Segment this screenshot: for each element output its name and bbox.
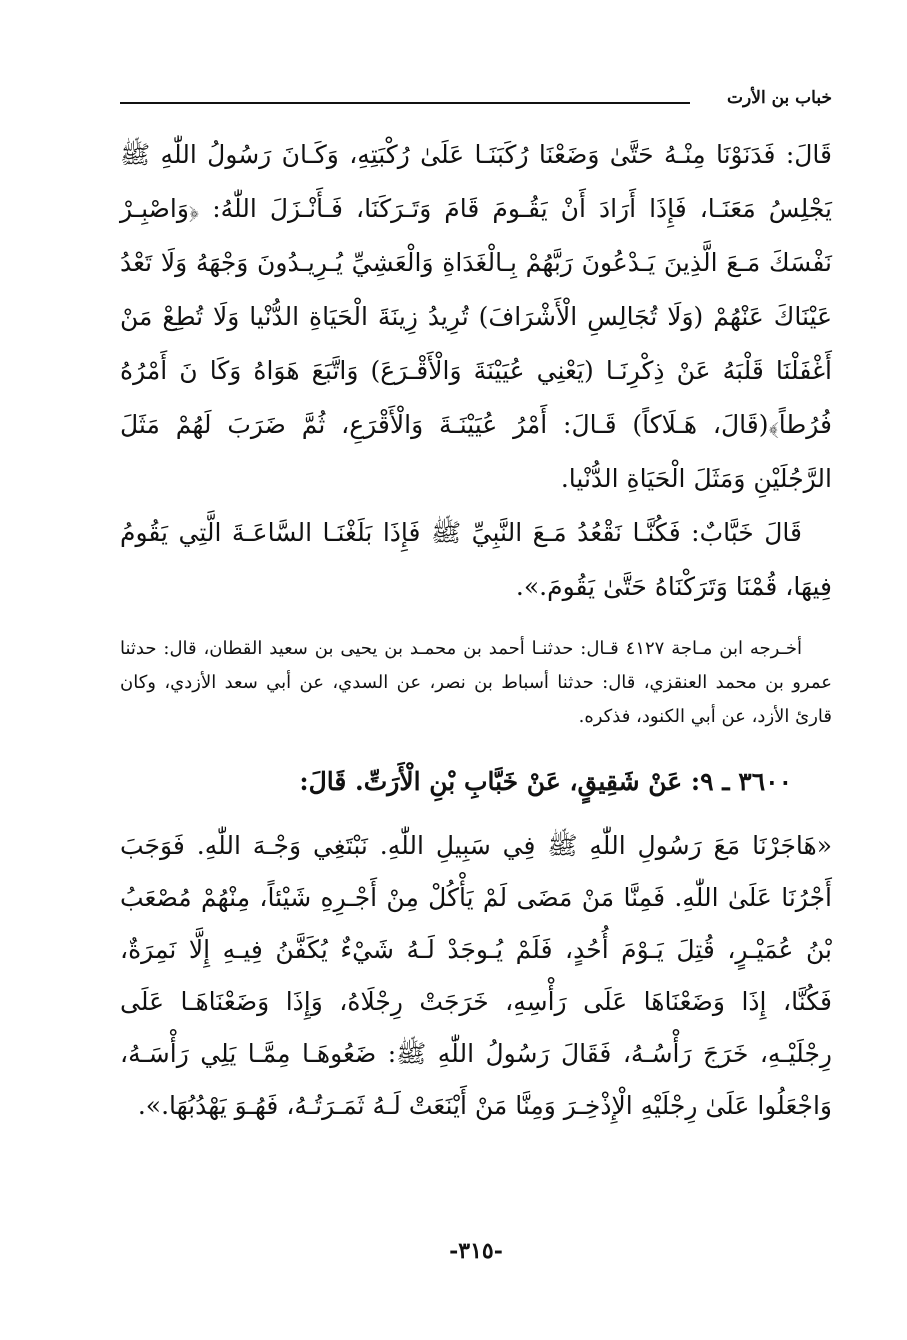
hadith-body: «هَاجَرْنَا مَعَ رَسُولِ اللّٰهِ ﷺ فِي سَبِيلِ اللّٰهِ. نَبْتَغِي وَجْـهَ اللّٰهِ. فَوَجَبَ أَجْرُنَا عَلَىٰ اللّٰهِ. فَمِنَّا مَنْ مَضَى لَمْ يَأْكُلْ مِنْ أَجْـرِهِ شَيْئاً، مِنْهُمْ مُصْعَبُ بْنُ عُمَيْـرٍ، قُتِلَ يَـوْمَ أُحُدٍ، فَلَمْ يُـوجَدْ لَـهُ شَيْءٌ يُكَفَّنُ فِيـهِ إِلَّا نَمِرَةٌ، فَكُنَّا، إِذَا وَضَعْنَاهَا عَلَى رَأْسِهِ، خَرَجَتْ رِجْلَاهُ، وَإِذَا وَضَعْنَاهَـا عَلَى رِجْلَيْـهِ، خَرَجَ رَأْسُـهُ، فَقَالَ رَسُولُ اللّٰهِ ﷺ: ضَعُوهَـا مِمَّـا يَلِي رَأْسَـهُ، وَاجْعَلُوا عَلَىٰ رِجْلَيْهِ الْإِذْخِـرَ وَمِنَّا مَنْ أَيْنَعَتْ لَـهُ ثَمَـرَتُـهُ، فَهُـوَ يَهْدُبُهَا.». [120, 831, 832, 1120]
page-number: -٣١٥- [449, 1238, 503, 1264]
continuation-text [120, 128, 832, 614]
continuation-paragraph-1: قَالَ: فَدَنَوْنَا مِنْـهُ حَتَّىٰ وَضَعْنَا رُكَبَنَـا عَلَىٰ رُكْبَتِهِ، وَكَـانَ رَسُولُ اللّٰهِ ﷺ يَجْلِسُ مَعَنَـا، فَإِذَا أَرَادَ أَنْ يَقُـومَ قَامَ وَتَـرَكَنَا، فَـأَنْـزَلَ اللّٰهُ: ﴿وَاصْبِـرْ نَفْسَكَ مَـعَ الَّذِينَ يَـدْعُونَ رَبَّهُمْ بِـالْغَدَاةِ وَالْعَشِيِّ يُـرِيـدُونَ وَجْهَهُ وَلَا تَعْدُ عَيْنَاكَ عَنْهُمْ (وَلَا تُجَالِسِ الْأَشْرَافَ) تُرِيدُ زِينَةَ الْحَيَاةِ الدُّنْيا وَلَا تُطِعْ مَنْ أَغْفَلْنَا قَلْبَهُ عَنْ ذِكْرِنَـا (يَعْنِي عُيَيْنَةَ وَالْأَقْـرَعَ) وَاتَّبَعَ هَوَاهُ وَكَا نَ أَمْرُهُ فُرُطاً﴾(قَالَ، هَـلَاكاً) قَـالَ: أَمْرُ عُيَيْنَـةَ وَالْأَقْرَعِ، ثُمَّ ضَرَبَ لَهُمْ مَثَلَ الرَّجُلَيْنِ وَمَثَلَ الْحَيَاةِ الدُّنْيا. [120, 140, 832, 493]
takhrij-note: أخـرجه ابن مـاجة ٤١٢٧ قـال: حدثنـا أحمد بن محمـد بن يحيى بن سعيد القطان، قال: حدثنا عمرو بن محمد العنقزي، قال: حدثنا أسباط بن نصر، عن السدي، عن أبي سعد الأزدي، وكان قارئ الأزد، عن أبي الكنود، فذكره. [120, 638, 832, 727]
continuation-paragraph-2: قَالَ خَبَّابٌ: فَكُنَّـا نَقْعُدُ مَـعَ النَّبِيِّ ﷺ فَإِذَا بَلَغْنَـا السَّاعَـةَ الَّتِي يَقُومُ فِيهَا، قُمْنَا وَتَرَكْنَاهُ حَتَّىٰ يَقُومَ.». [120, 518, 832, 601]
running-title: خباب بن الأرت [727, 88, 832, 108]
header-rule [120, 102, 690, 104]
hadith-heading: ٣٦٠٠ ـ ٩: عَنْ شَقِيقٍ، عَنْ خَبَّابِ بْنِ الْأَرَتِّ. قَالَ: [299, 767, 792, 796]
book-page [120, 80, 832, 1280]
